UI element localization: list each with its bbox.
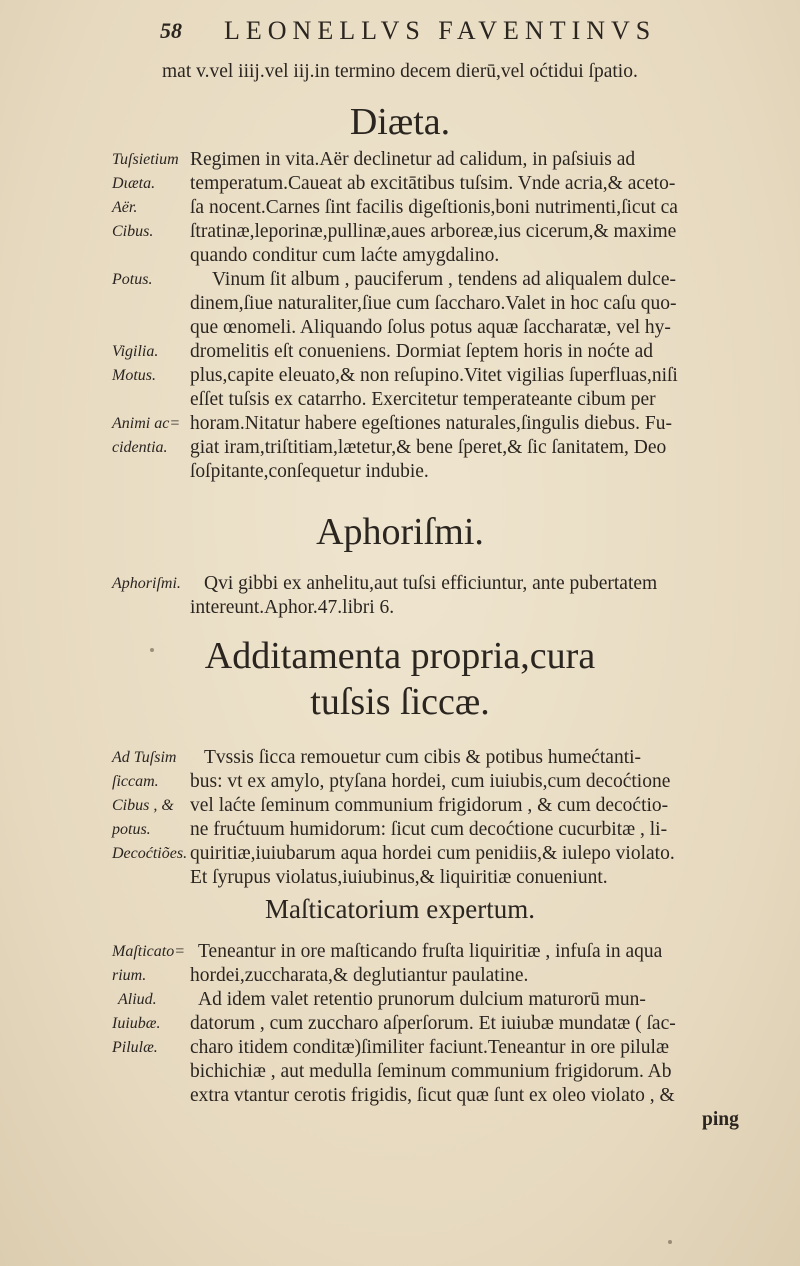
text-line: ſtratinæ,leporinæ,pullinæ,aues arboreæ,ius cicerum,& maxime — [190, 221, 677, 242]
section-title-additamenta-1: Additamenta propria,cura — [204, 635, 596, 677]
margin-note: Cibus. — [112, 223, 154, 240]
paper-speck — [150, 648, 154, 652]
text-line: horam.Nitatur habere egeſtiones naturales,ſingulis diebus. Fu- — [190, 413, 672, 434]
text-line: Qvi gibbi ex anhelitu,aut tuſsi efficiuntur, ante pubertatem — [204, 573, 658, 594]
text-line: intereunt.Aphor.47.libri 6. — [190, 597, 395, 618]
text-line: Vinum ſit album , pauciferum , tendens ad aliqualem dulce- — [212, 269, 676, 290]
section-title-diaeta: Diæta. — [349, 101, 451, 143]
margin-note: Iuiubæ. — [112, 1015, 161, 1032]
text-line: vel laćte ſeminum communium frigidorum , & cum decoćtio- — [190, 795, 669, 816]
text-line: Regimen in vita.Aër declinetur ad calidum, in paſsiuis ad — [190, 149, 636, 170]
margin-note: Cibus , & — [112, 797, 174, 814]
page-header — [0, 16, 800, 50]
text-line: ne frućtuum humidorum: ſicut cum decoćtione cucurbitæ , li- — [190, 819, 668, 840]
margin-note: Animi ac= — [112, 415, 181, 432]
margin-note: Tuſsietium — [112, 151, 179, 168]
text-line: bus: vt ex amylo, ptyſana hordei, cum iuiubis,cum decoćtione — [190, 771, 671, 792]
text-line: charo itidem conditæ)ſimiliter faciunt.Teneantur in ore pilulæ — [190, 1037, 669, 1058]
text-line: Ad idem valet retentio prunorum dulcium maturorū mun- — [198, 989, 646, 1010]
margin-note: Dιæta. — [112, 175, 156, 192]
section-title-additamenta-2: tuſsis ſiccæ. — [310, 681, 490, 723]
margin-note: rium. — [112, 967, 147, 984]
text-line: ſa nocent.Carnes ſint facilis digeſtionis,boni nutrimenti,ſicut ca — [190, 197, 678, 218]
text-line: quiritiæ,iuiubarum aqua hordei cum penidiis,& iulepo violato. — [190, 843, 675, 864]
text-line: extra vtantur cerotis frigidis, ſicut quæ ſunt ex oleo violato , & — [190, 1085, 675, 1106]
running-head: LEONELLVS FAVENTINVS — [224, 16, 657, 45]
margin-note: cidentia. — [112, 439, 168, 456]
margin-note: Aër. — [112, 199, 138, 216]
text-line: Tvssis ſicca remouetur cum cibis & potibus humećtanti- — [204, 747, 642, 768]
text-line: datorum , cum zuccharo aſperſorum. Et iuiubæ mundatæ ( ſac- — [190, 1013, 676, 1034]
margin-note: Maſticato= — [112, 943, 186, 960]
paper-speck — [668, 1240, 672, 1244]
text-line: dromelitis eſt conueniens. Dormiat ſeptem horis in noćte ad — [190, 341, 654, 362]
text-line: que œnomeli. Aliquando ſolus potus aquæ ſaccharatæ, vel hy- — [190, 317, 671, 338]
page-number: 58 — [160, 18, 182, 43]
text-line: temperatum.Caueat ab excitātibus tuſsim. Vnde acria,& aceto- — [190, 173, 676, 194]
margin-note: Potus. — [112, 271, 153, 288]
margin-note: potus. — [112, 821, 151, 838]
text-line: Et ſyrupus violatus,iuiubinus,& liquiritiæ conueniunt. — [190, 867, 608, 888]
top-line: mat v.vel iiij.vel iij.in termino decem dierū,vel oćtidui ſpatio. — [162, 61, 638, 82]
catchword: ping — [702, 1109, 739, 1130]
text-line: ſoſpitante,conſequetur indubie. — [190, 461, 429, 482]
text-line: Teneantur in ore maſticando fruſta liquiritiæ , infuſa in aqua — [198, 941, 663, 962]
margin-note: Ad Tuſsim — [112, 749, 177, 766]
text-line: bichichiæ , aut medulla ſeminum communium frigidorum. Ab — [190, 1061, 672, 1082]
margin-note: Vigilia. — [112, 343, 159, 360]
text-line: plus,capite eleuato,& non reſupino.Vitet vigilias ſuperfluas,niſi — [190, 365, 678, 386]
margin-note: ſiccam. — [112, 773, 159, 790]
text-line: eſſet tuſsis ex catarrho. Exercitetur temperateante cibum per — [190, 389, 656, 410]
margin-note: Pilulæ. — [112, 1039, 158, 1056]
margin-note: Aphoriſmi. — [112, 575, 181, 592]
section-title-masticatorium: Maſticatorium expertum. — [265, 894, 535, 924]
text-line: quando conditur cum laćte amygdalino. — [190, 245, 500, 266]
text-line: hordei,zuccharata,& deglutiantur paulatine. — [190, 965, 529, 986]
section-title-aphorismi: Aphoriſmi. — [316, 511, 484, 553]
margin-note: Aliud. — [118, 991, 157, 1008]
text-line: dinem,ſiue naturaliter,ſiue cum ſaccharo.Valet in hoc caſu quo- — [190, 293, 677, 314]
text-line: giat iram,triſtitiam,lætetur,& bene ſperet,& ſic ſanitatem, Deo — [190, 437, 667, 458]
margin-note: Motus. — [112, 367, 156, 384]
margin-note: Decoćtiões. — [112, 845, 188, 862]
